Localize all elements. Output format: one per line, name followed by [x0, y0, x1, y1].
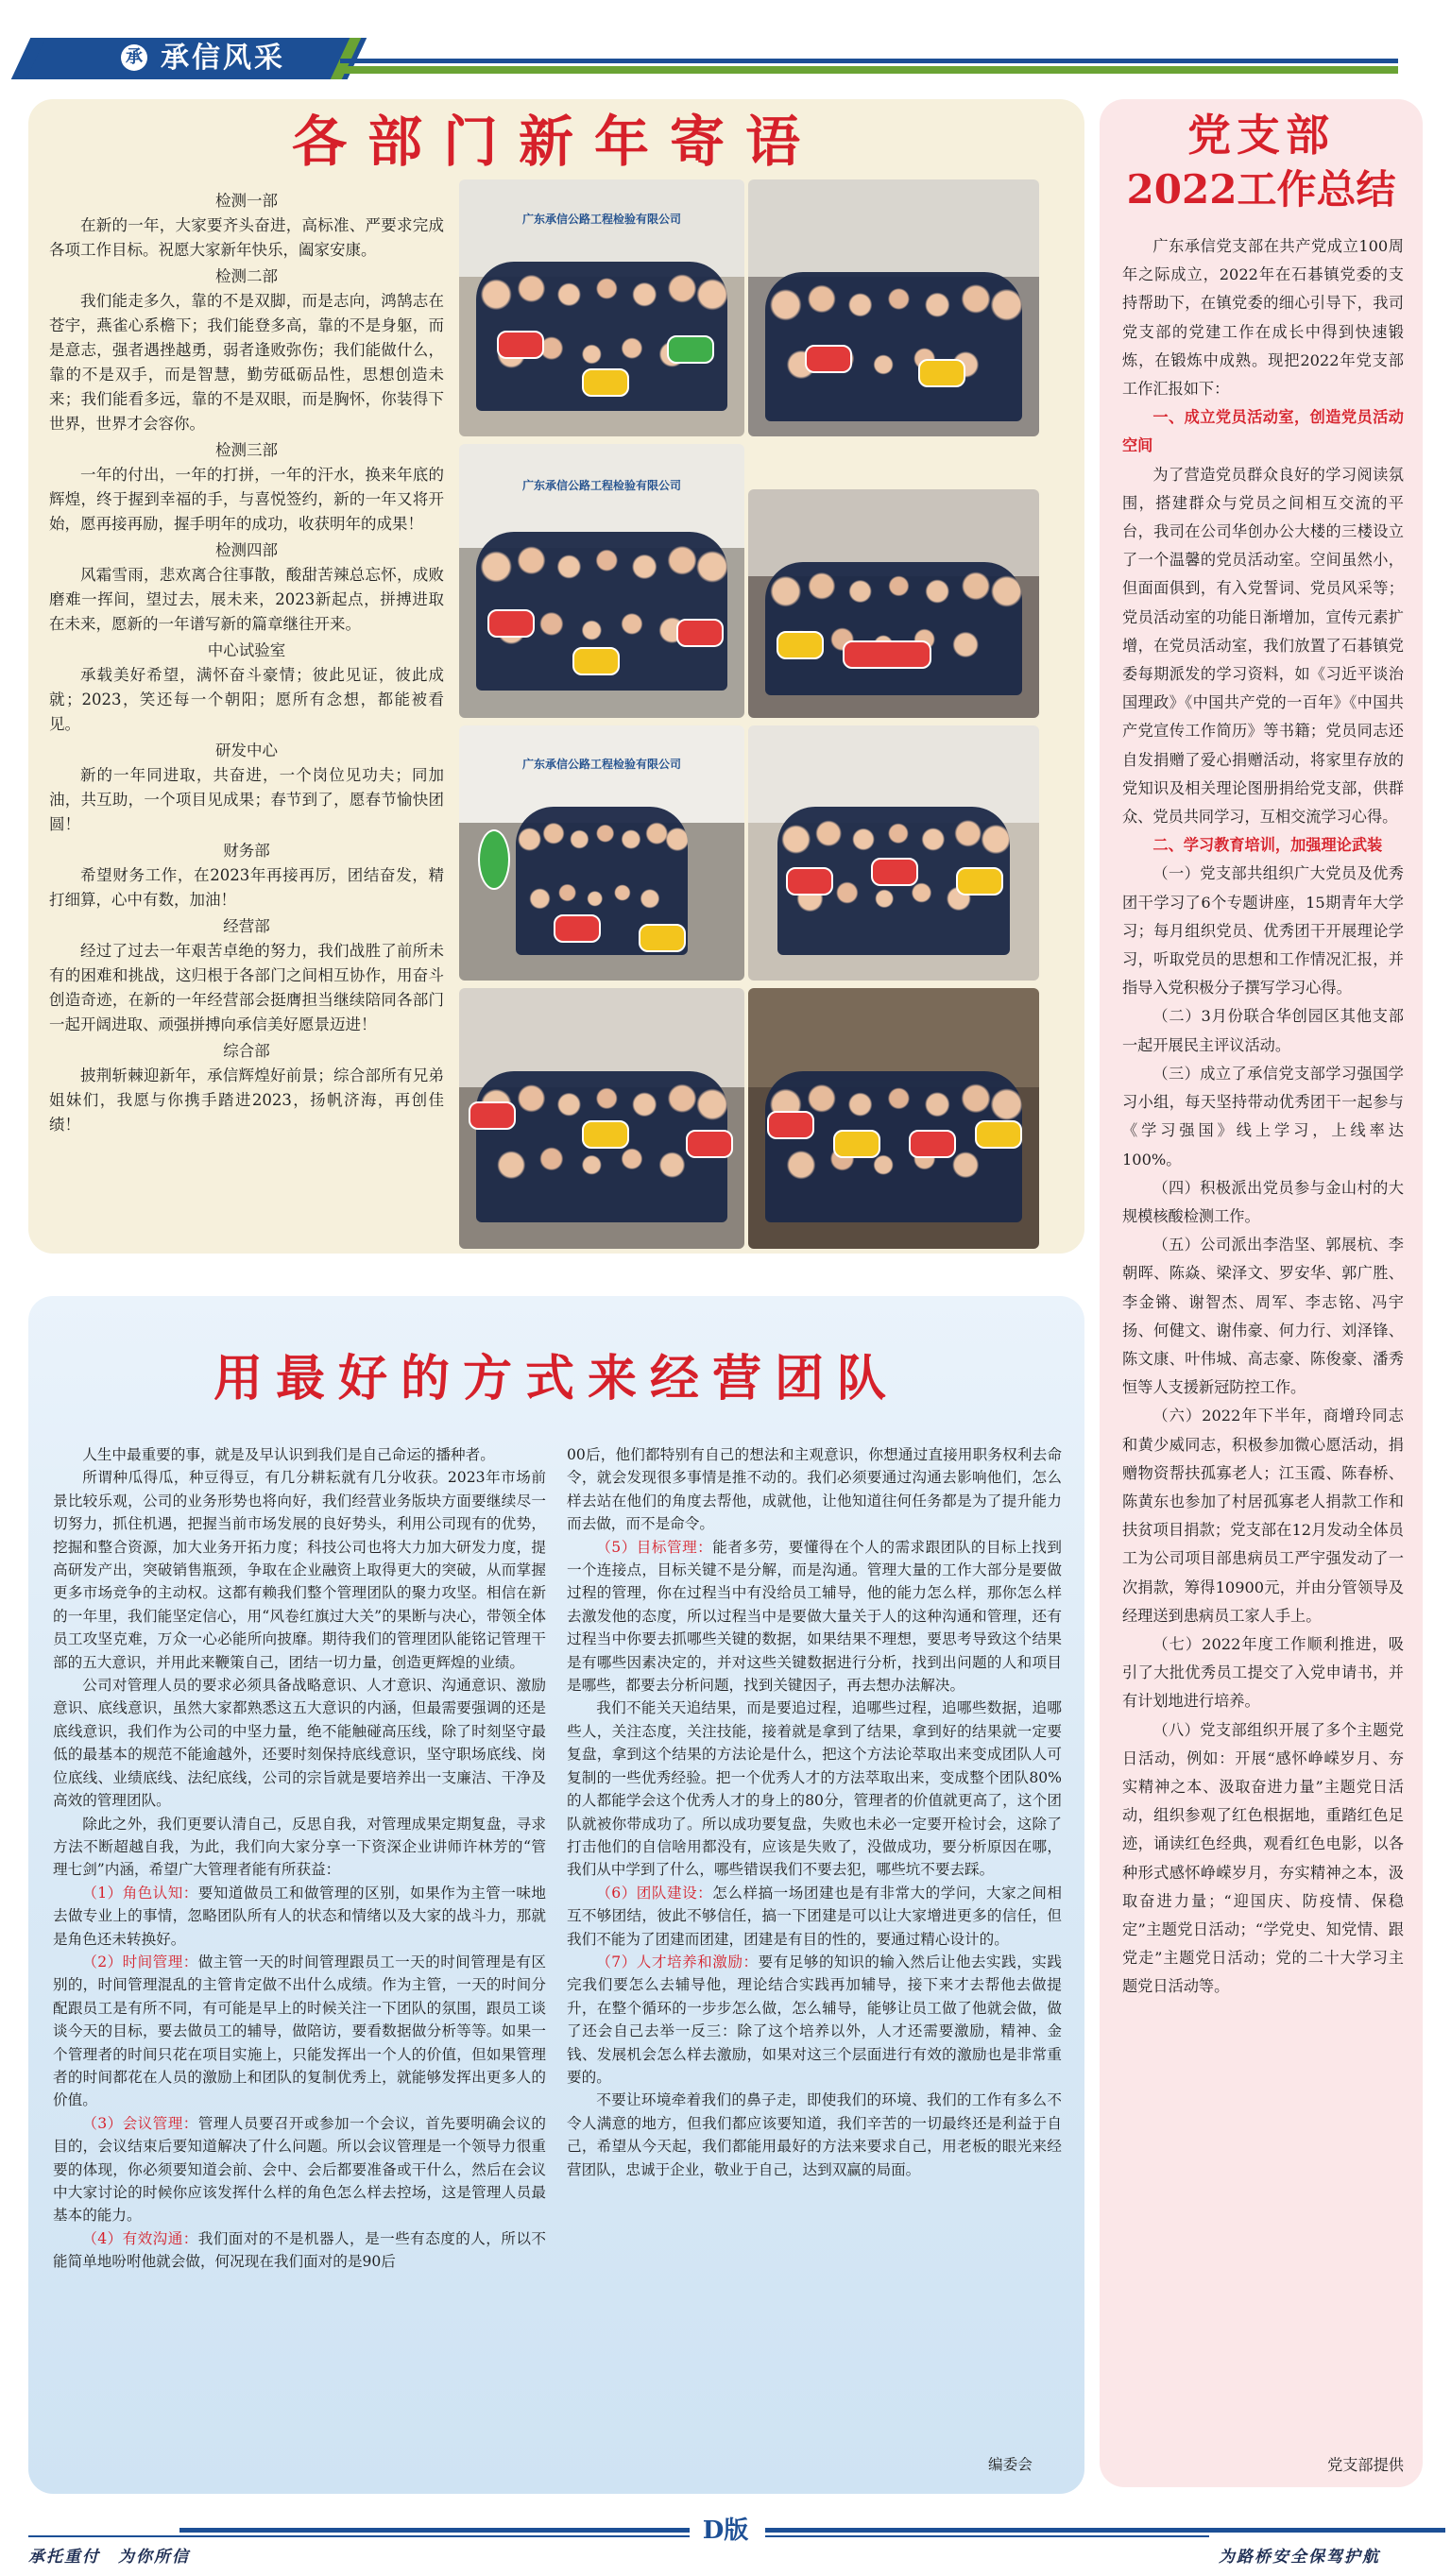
paragraph: 公司对管理人员的要求必须具备战略意识、人才意识、沟通意识、激励意识、底线意识，虽然大家都熟悉这五大意识的内涵，但最需要强调的还是底线意识，我们作为公司的中坚力量，绝不能触碰高压线，除了时刻坚守最低的最基本的规范不能逾越外，还要时刻保持底线意识，坚守职场底线、岗位底线、业绩底线、法纪底线，公司的宗旨就是要培养出一支廉洁、干净及高效的管理团队。 [53, 1677, 546, 1810]
greeting-item [49, 639, 444, 737]
greeting-text: 一年的付出，一年的打拼，一年的汗水，换来年底的辉煌，终于握到幸福的手，与喜悦签约，新的一年又将开始，愿再接再励，握手明年的成功，收获明年的成果！ [49, 466, 444, 533]
paragraph-heading: （2）时间管理： [82, 1953, 198, 1970]
paragraph: 为了营造党员群众良好的学习阅读氛围，搭建群众与党员之间相互交流的平台，我司在公司华创办公大楼的三楼设立了一个温馨的党员活动室。空间虽然小，但面面俱到，有入党誓词、党员风采等；党员活动室的功能日渐增加，宣传元素扩增，在党员活动室，我们放置了石碁镇党委每期派发的学习资料，如《习近平谈治国理政》《中国共产党的一百年》《中国共产党宣传工作简历》等书籍；党员同志还自发捐赠了爱心捐赠活动，将家里存放的党知识及相关理论图册捐给党支部，供群众、党员共同学习，互相交流学习心得。 [1122, 465, 1404, 827]
greetings-title: 各部门新年寄语 [291, 110, 821, 174]
list-item: （五）公司派出李浩坚、郭展杭、李朝晖、陈焱、梁泽文、罗安华、郭广胜、李金锵、谢智杰、周军、李志铭、冯宇扬、何健文、谢伟豪、何力行、刘泽锋、陈文康、叶伟城、高志豪、陈俊豪、潘秀恒等人支援新冠防控工作。 [1122, 1236, 1404, 1397]
team-photo [748, 179, 1039, 436]
paragraph: 所谓种瓜得瓜，种豆得豆，有几分耕耘就有几分收获。2023年市场前景比较乐观，公司的业务形势也将向好，我们经营业务版块方面要继续尽一切努力，抓住机遇，把握当前市场发展的良好势头，利用公司现有的优势，挖掘和整合资源，加大业务开拓力度；科技公司也将大力加大研发力度，提高研发产出，突破销售瓶颈，争取在企业融资上取得更大的突破，从而掌握更多市场竞争的主动权。这都有赖我们整个管理团队的聚力攻坚。相信在新的一年里，我们能坚定信心，用“风卷红旗过大关”的果断与决心，带领全体员工攻坚克难，万众一心必能所向披靡。期待我们的管理团队能铭记管理干部的五大意识，并用此来鞭策自己，团结一切力量，创造更辉煌的业绩。 [53, 1469, 546, 1671]
summary-title-line1: 党支部 [1187, 110, 1335, 161]
greeting-text: 我们能走多久，靠的不是双脚，而是志向，鸿鹄志在苍宇，燕雀心系檐下；我们能登多高，靠的不是身躯，而是意志，强者遇挫越勇，弱者逢败弥伤；我们能做什么，靠的不是双手，而是智慧，勤劳砥砺品性，思想创造未来；我们能看多远，靠的不是双眼，而是胸怀，你装得下世界，世界才会容你。 [49, 292, 444, 433]
greeting-text: 披荆斩棘迎新年，承信辉煌好前景；综合部所有兄弟姐妹们，我愿与你携手踏进2023，扬帆济海，再创佳绩！ [49, 1066, 444, 1134]
dept-name: 研发中心 [215, 742, 278, 759]
paragraph: 不要让环境牵着我们的鼻子走，即使我们的环境、我们的工作有多么不令人满意的地方，但我们都应该要知道，我们辛苦的一切最终还是利益于自己，希望从今天起，我们都能用最好的方法来要求自己，用老板的眼光来经营团队，忠诚于企业，敬业于自己，达到双赢的局面。 [567, 2091, 1062, 2178]
team-photo [459, 179, 744, 436]
greetings-list [49, 189, 444, 1139]
photo-company-sign: 广东承信公路工程检验有限公司 [521, 758, 681, 772]
paragraph: （6）团队建设：怎么样搞一场团建也是有非常大的学问，大家之间相互不够团结，彼此不够信任，搞一下团建是可以让大家增进更多的信任，但我们不能为了团建而团建，团建是有目的性的，要通过精心设计的。 [567, 1884, 1062, 1948]
paragraph-heading: （7）人才培养和激励： [596, 1953, 759, 1970]
paragraph-heading: （3）会议管理： [82, 2114, 198, 2132]
page-label: D版 [702, 2516, 749, 2545]
paragraph: 我们不能关天追结果，而是要追过程，追哪些过程，追哪些数据，追哪些人，关注态度，关注技能，接着就是拿到了结果，拿到好的结果就一定要复盘，拿到这个结果的方法论是什么，把这个方法论萃取出来变成团队人可复制的一些优秀经验。把一个优秀人才的方法萃取出来，变成整个团队80%的人都能学会这个优秀人才的身上的80分，管理者的价值就更高了，这个团队就被你带成功了。所以成功要复盘，失败也未必一定要开检讨会，这除了打击他们的自信啥用都没有，应该是失败了，没做成功，要分析原因在哪，我们从中学到了什么，哪些错误我们不要去犯，哪些坑不要去踩。 [567, 1699, 1062, 1879]
footer-slogan-right: 为路桥安全保驾护航 [1219, 2548, 1380, 2567]
paragraph: 除此之外，我们更要认清自己，反思自我，对管理成果定期复盘，寻求方法不断超越自我，为此，我们向大家分享一下资深企业讲师许林芳的“管理七剑”内涵，希望广大管理者能有所获益： [53, 1815, 546, 1879]
paragraph: （7）人才培养和激励：要有足够的知识的输入然后让他去实践，实践完我们要怎么去辅导他，理论结合实践再加辅导，接下来才去帮他去做提升，在整个循环的一步步怎么做，怎么辅导，能够让员工做了他就会做，做了还会自己去举一反三：除了这个培养以外，人才还需要激励，精神、金钱、发展机会怎么样去激励，如果对这三个层面进行有效的激励也是非常重要的。 [567, 1953, 1062, 2086]
company-logo-icon: 承 [121, 44, 147, 71]
greeting-text: 新的一年同进取，共奋进，一个岗位见功夫；同加油，共互助，一个项目见成果；春节到了，愿春节愉快团圆！ [49, 766, 444, 833]
greeting-item [49, 1039, 444, 1137]
article-column-left [53, 1443, 546, 2274]
greeting-text: 风霜雪雨，悲欢离合往事散，酸甜苦辣总忘怀，成败磨难一挥间，望过去，展未来，2023新起点，拼搏进取在未来，愿新的一年谱写新的篇章继往开来。 [49, 566, 444, 633]
header-rule-blue [340, 59, 1398, 63]
list-item: （六）2022年下半年，商增玲同志和黄少威同志，积极参加微心愿活动，捐赠物资帮扶孤寡老人；江玉霞、陈春桥、陈黄东也参加了村居孤寡老人捐款工作和扶贫项目捐款；党支部在12月发动全体员工为公司项目部患病员工严宇强发动了一次捐款，筹得10900元，并由分管领导及经理送到患病员工家人手上。 [1122, 1407, 1404, 1625]
team-photo [748, 725, 1039, 981]
list-item: （七）2022年度工作顺利推进，吸引了大批优秀员工提交了入党申请书，并有计划地进行培养。 [1122, 1634, 1404, 1711]
summary-body [1122, 232, 1404, 2002]
team-photo [459, 988, 744, 1249]
list-item: （一）党支部共组织广大党员及优秀团干学习了6个专题讲座，15期青年大学习；每月组织党员、优秀团干开展理论学习，听取党员的思想和工作情况汇报，并指导入党积极分子撰写学习心得。 [1122, 864, 1404, 998]
paragraph: （5）目标管理：能者多劳，要懂得在个人的需求跟团队的目标上找到一个连接点，目标关键不是分解，而是沟通。管理大量的工作大部分是要做过程的管理，你在过程当中有没给员工辅导，他的能力怎么样，那你怎么样去激发他的态度，所以过程当中是要做大量关于人的这种沟通和管理，还有过程当中你要去抓哪些关键的数据，如果结果不理想，要思考导致这个结果是有哪些因素决定的，并对这些关键数据进行分析，找到出问题的人和项目是哪些，都要去分析问题，找到关键因子，再去想办法解决。 [567, 1538, 1062, 1695]
list-item: （三）成立了承信党支部学习强国学习小组，每天坚持带动优秀团干一起参与《学习强国》线上学习，上线率达100%。 [1122, 1064, 1404, 1169]
footer-rule-left-thin [28, 2535, 690, 2537]
footer-rule-right-thin [765, 2535, 1209, 2537]
team-photo [748, 988, 1039, 1249]
dept-name: 中心试验室 [207, 641, 286, 659]
summary-title-line2: 2022工作总结 [1126, 166, 1396, 213]
team-photo [459, 725, 744, 981]
footer-slogan-left: 承托重付 为你所信 [28, 2548, 190, 2567]
greeting-item [49, 264, 444, 436]
dept-name: 检测四部 [215, 541, 278, 559]
team-photo [459, 444, 744, 718]
photo-company-sign: 广东承信公路工程检验有限公司 [521, 478, 681, 492]
greeting-item [49, 739, 444, 837]
dept-name: 综合部 [223, 1042, 270, 1060]
paragraph: 人生中最重要的事，就是及早认识到我们是自己命运的播种者。 [82, 1446, 495, 1463]
greeting-text: 在新的一年，大家要齐头奋进，高标准、严要求完成各项工作目标。祝愿大家新年快乐，阖家安康。 [49, 216, 444, 259]
paragraph: 00后，他们都特别有自己的想法和主观意识，你想通过直接用职务权利去命令，就会发现很多事情是推不动的。我们必须要通过沟通去影响他们，怎么样去站在他们的角度去帮他，成就他，让他知道往何任务都是为了提升能力而去做，而不是命令。 [567, 1446, 1062, 1533]
paragraph: （2）时间管理：做主管一天的时间管理跟员工一天的时间管理是有区别的，时间管理混乱的主管肯定做不出什么成绩。作为主管，一天的时间分配跟员工是有所不同，有可能是早上的时候关注一下团队的氛围，跟员工谈谈今天的目标，要去做员工的辅导，做陪访，要看数据做分析等等。如果一个管理者的时间只花在项目实施上，只能发挥出一个人的价值，但如果管理者的时间都花在人员的激励上和团队的复制优秀上，就能够发挥出更多人的价值。 [53, 1953, 546, 2109]
paragraph-heading: （6）团队建设： [596, 1884, 713, 1902]
footer-rule-left [179, 2528, 690, 2533]
header-rule-green [340, 66, 1398, 74]
summary-signature: 党支部提供 [1327, 2456, 1404, 2474]
greeting-item [49, 538, 444, 637]
greeting-text: 经过了过去一年艰苦卓绝的努力，我们战胜了前所未有的困难和挑战，这归根于各部门之间相互协作，用奋斗创造奇迹，在新的一年经营部会挺膺担当继续陪同各部门一起开阔进取、顽强拼搏向承信美好愿景迈进！ [49, 942, 444, 1033]
paragraph: 广东承信党支部在共产党成立100周年之际成立，2022年在石碁镇党委的支持帮助下，在镇党委的细心引导下，我司党支部的党建工作在成长中得到快速锻炼，在锻炼中成熟。现把2022年党支部工作汇报如下： [1122, 237, 1404, 399]
paragraph-heading: （4）有效沟通： [82, 2229, 198, 2247]
paragraph: （4）有效沟通：我们面对的不是机器人，是一些有态度的人，所以不能简单地吩咐他就会做，何况现在我们面对的是90后 [53, 2229, 546, 2271]
article-signature: 编委会 [988, 2456, 1033, 2473]
greeting-item [49, 914, 444, 1037]
dept-name: 检测三部 [215, 441, 278, 459]
dept-name: 检测二部 [215, 267, 278, 285]
list-item: （八）党支部组织开展了多个主题党日活动，例如：开展“感怀峥嵘岁月、夯实精神之本、汲取奋进力量”主题党日活动，组织参观了红色根据地，重踏红色足迹，诵读红色经典，观看红色电影，以各种形式感怀峥嵘岁月，夯实精神之本，汲取奋进力量；“迎国庆、防疫情、保稳定”主题党日活动；“学党史、知党情、跟党走”主题党日活动；党的二十大学习主题党日活动等。 [1122, 1720, 1404, 1996]
greeting-item [49, 438, 444, 537]
paragraph: （1）角色认知：要知道做员工和做管理的区别，如果作为主管一味地去做专业上的事情，忽略团队所有人的状态和情绪以及大家的战斗力，那就是角色还未转换好。 [53, 1884, 546, 1948]
article-title: 用最好的方式来经营团队 [213, 1350, 899, 1407]
section-heading: 二、学习教育培训，加强理论武装 [1152, 836, 1383, 855]
section-heading: 一、成立党员活动室，创造党员活动空间 [1122, 408, 1404, 455]
footer-rule-right [765, 2528, 1445, 2533]
dept-name: 检测一部 [215, 192, 278, 210]
photo-company-sign: 广东承信公路工程检验有限公司 [521, 212, 681, 226]
paragraph-heading: （1）角色认知： [82, 1884, 198, 1902]
dept-name: 经营部 [223, 917, 270, 935]
greeting-text: 希望财务工作，在2023年再接再厉，团结奋发，精打细算，心中有数，加油！ [49, 866, 444, 909]
section-title: 承信风采 [161, 42, 285, 75]
greeting-item [49, 839, 444, 913]
dept-name: 财务部 [223, 842, 270, 860]
paragraph-heading: （5）目标管理： [596, 1538, 713, 1556]
article-column-right [567, 1443, 1062, 2181]
team-photo [748, 489, 1039, 718]
paragraph: （3）会议管理：管理人员要召开或参加一个会议，首先要明确会议的目的，会议结束后要知道解决了什么问题。所以会议管理是一个领导力很重要的体现，你必须要知道会前、会中、会后都要准备或干什么，然后在会议中大家讨论的时候你应该发挥什么样的角色怎么样去控场，这是管理人员最基本的能力。 [53, 2114, 546, 2225]
list-item: （四）积极派出党员参与金山村的大规模核酸检测工作。 [1122, 1178, 1404, 1225]
greeting-text: 承载美好希望，满怀奋斗豪情；彼此见证，彼此成就；2023，笑还每一个朝阳；愿所有念想，都能被看见。 [49, 666, 444, 733]
list-item: （二）3月份联合华创园区其他支部一起开展民主评议活动。 [1122, 1007, 1404, 1054]
greeting-item [49, 189, 444, 263]
